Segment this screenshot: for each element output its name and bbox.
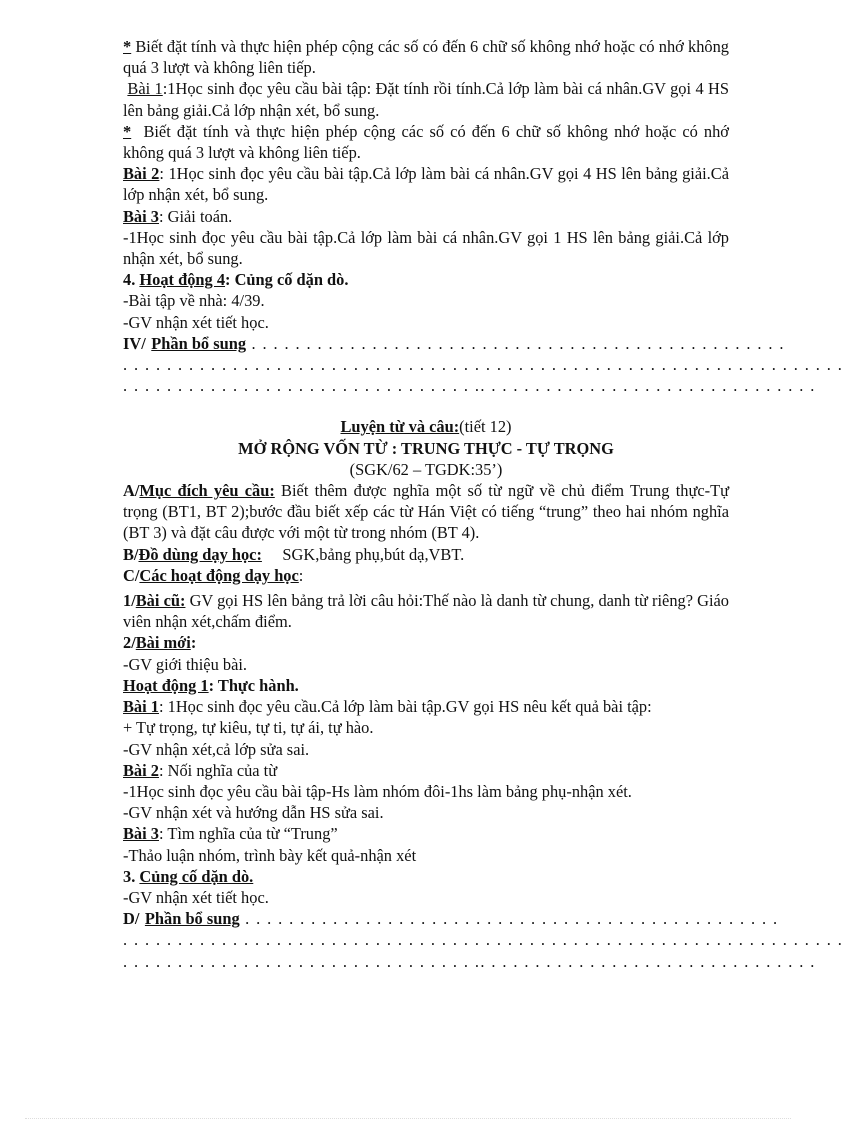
- exercise-3-discussion: -Thảo luận nhóm, trình bày kết quả-nhận xét: [123, 845, 417, 865]
- lesson-subtitle: MỞ RỘNG VỐN TỪ : TRUNG THỰC - TỰ TRỌNG: [238, 438, 614, 458]
- exercise-2-label: Bài 2: [123, 164, 160, 184]
- bullet-star: *: [123, 121, 132, 141]
- exercise-3-label: Bài 3: [123, 206, 159, 226]
- new-lesson-intro: -GV giới thiệu bài.: [123, 654, 247, 674]
- exercise-3-desc: -1Học sinh đọc yêu cầu bài tập.Cả lớp làm bài cá nhân.GV gọi 1 HS lên bảng giải.Cả lớp nhận xét, bổ sung.: [123, 227, 729, 269]
- objective-2: * Biết đặt tính và thực hiện phép cộng các số có đến 6 chữ số không nhớ hoặc có nhớ không quá 3 lượt và không liên tiếp.: [123, 121, 729, 163]
- dotted-line: . . . . . . . . . . . . . . . . . . . . . . . . . . . . . . . . . . . . . . . . . . . . . . . . . . . . . . . . . . . . . . . . . .: [123, 355, 843, 375]
- section-b: B/Đồ dùng dạy học: SGK,bảng phụ,bút dạ,VBT.: [123, 544, 465, 564]
- lesson-exercise-3: Bài 3: Tìm nghĩa của từ “Trung”: [123, 824, 338, 844]
- dotted-line: . . . . . . . . . . . . . . . . . . . . . . . . . . . . . . . . .. . . . . . . . . . . . . . . . . . . . . . . . . . . . . . .: [123, 951, 816, 971]
- lesson-exercise-2: Bài 2: Nối nghĩa của từ: [123, 760, 278, 780]
- exercise-2-desc: -1Học sinh đọc yêu cầu bài tập-Hs làm nhóm đôi-1hs làm bảng phụ-nhận xét.: [123, 781, 632, 801]
- lesson-reference: (SGK/62 – TGDK:35’): [349, 459, 503, 479]
- exercise-1-answer: + Tự trọng, tự kiêu, tự ti, tự ái, tự hào.: [123, 718, 374, 738]
- exercise-2-review: -GV nhận xét và hướng dẫn HS sửa sai.: [123, 803, 384, 823]
- consolidation-text: -GV nhận xét tiết học.: [123, 887, 269, 907]
- exercise-1: Bài 1:1Học sinh đọc yêu cầu bài tập: Đặt tính rồi tính.Cả lớp làm bài cá nhân.GV gọi 4 HS lên bảng giải.Cả lớp nhận xét, bổ sung.: [123, 79, 729, 120]
- exercise-3: Bài 3: Giải toán.: [123, 206, 233, 226]
- exercise-2: Bài 2: 1Học sinh đọc yêu cầu bài tập.Cả lớp làm bài cá nhân.GV gọi 4 HS lên bảng giải.Cả lớp nhận xét, bổ sung.: [123, 164, 729, 205]
- section-c: C/Các hoạt động dạy học:: [123, 565, 304, 585]
- dotted-line: . . . . . . . . . . . . . . . . . . . . . . . . . . . . . . . . .. . . . . . . . . . . . . . . . . . . . . . . . . . . . . . .: [123, 376, 816, 396]
- document-page: [123, 36, 843, 972]
- bullet-star: *: [123, 37, 132, 56]
- page-bottom-rule: [25, 1118, 791, 1119]
- exercise-1-review: -GV nhận xét,cả lớp sửa sai.: [123, 739, 310, 759]
- lesson-title: Luyện từ và câu:(tiết 12): [340, 417, 512, 437]
- previous-lesson: 1/Bài cũ: GV gọi HS lên bảng trả lời câu hỏi:Thế nào là danh từ chung, danh từ riêng? Giáo viên nhận xét,chấm điểm.: [123, 591, 730, 632]
- dotted-line: . . . . . . . . . . . . . . . . . . . . . . . . . . . . . . . . . . . . . . . . . . . . . . . . . . . . . . . . . . . . . . . . . .: [123, 930, 843, 950]
- supplement-heading-d: D/ Phần bổ sung . . . . . . . . . . . . . . . . . . . . . . . . . . . . . . . . . . . . . . . . . . . . . . . . .: [123, 909, 779, 929]
- section-a: A/Mục đích yêu cầu: Biết thêm được nghĩa một số từ ngữ về chủ điểm Trung thực-Tự trọng (BT1, BT 2);bước đầu biết xếp các từ Hán Việt có tiếng “trung” theo hai nhóm nghĩa (BT 3) và đặt câu được với một từ trong nhóm (BT 4).: [123, 481, 729, 543]
- objective-1: * Biết đặt tính và thực hiện phép cộng các số có đến 6 chữ số không nhớ hoặc có nhớ không quá 3 lượt và không liên tiếp.: [123, 37, 729, 78]
- supplement-heading: IV/ Phần bổ sung . . . . . . . . . . . . . . . . . . . . . . . . . . . . . . . . . . . . . . . . . . . . . . . . .: [123, 333, 785, 353]
- exercise-1-label: Bài 1: [127, 79, 163, 99]
- activity-1-heading: Hoạt động 1: Thực hành.: [123, 675, 299, 695]
- lesson-exercise-1: Bài 1: 1Học sinh đọc yêu cầu.Cả lớp làm bài tập.GV gọi HS nêu kết quả bài tập:: [123, 697, 652, 717]
- review-line: -GV nhận xét tiết học.: [123, 312, 269, 332]
- homework-line: -Bài tập về nhà: 4/39.: [123, 291, 265, 311]
- activity-4-heading: 4. Hoạt động 4: Củng cố dặn dò.: [123, 270, 349, 290]
- new-lesson-heading: 2/Bài mới:: [123, 633, 197, 653]
- consolidation-heading: 3. Củng cố dặn dò.: [123, 866, 254, 886]
